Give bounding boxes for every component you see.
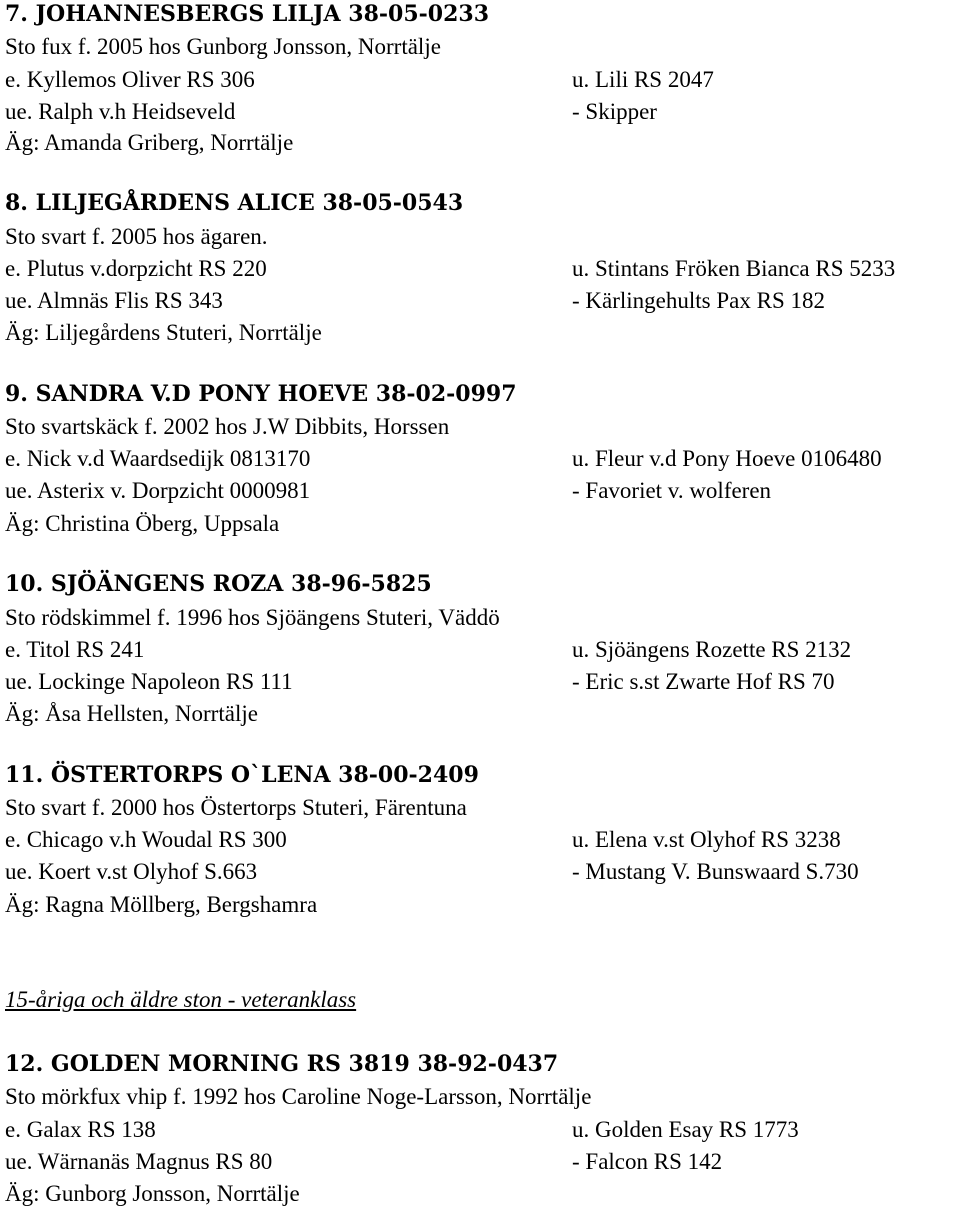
pedigree-row	[5, 1113, 799, 1147]
dam-dam: - Falcon RS 142	[572, 1149, 723, 1174]
section-heading: 15-åriga och äldre ston - veteranklass	[5, 987, 357, 1012]
owner: Äg: Amanda Griberg, Norrtälje	[5, 130, 294, 155]
dam-sire: ue. Asterix v. Dorpzicht 0000981	[5, 478, 311, 503]
owner: Äg: Christina Öberg, Uppsala	[5, 511, 280, 536]
pedigree-row	[5, 1145, 723, 1179]
sire: e. Chicago v.h Woudal RS 300	[5, 827, 287, 852]
entry-title: 7. JOHANNESBERGS LILJA 38-05-0233	[5, 1, 489, 27]
sire: e. Plutus v.dorpzicht RS 220	[5, 256, 267, 281]
dam: u. Golden Esay RS 1773	[572, 1117, 799, 1142]
entry-title: 12. GOLDEN MORNING RS 3819 38-92-0437	[5, 1051, 559, 1077]
dam: u. Stintans Fröken Bianca RS 5233	[572, 256, 896, 281]
sire: e. Nick v.d Waardsedijk 0813170	[5, 446, 311, 471]
dam-dam: - Mustang V. Bunswaard S.730	[572, 859, 859, 884]
pedigree-row	[5, 665, 835, 699]
pedigree-row	[5, 823, 841, 857]
pedigree-row	[5, 633, 852, 667]
dam: u. Elena v.st Olyhof RS 3238	[572, 827, 841, 852]
dam-dam: - Favoriet v. wolferen	[572, 478, 772, 503]
dam-dam: - Kärlingehults Pax RS 182	[572, 288, 825, 313]
sire: e. Galax RS 138	[5, 1117, 156, 1142]
sire: e. Titol RS 241	[5, 637, 145, 662]
pedigree-row	[5, 252, 896, 286]
entry-title: 9. SANDRA V.D PONY HOEVE 38-02-0997	[5, 381, 517, 407]
dam-sire: ue. Koert v.st Olyhof S.663	[5, 859, 258, 884]
entry-title: 10. SJÖÄNGENS ROZA 38-96-5825	[5, 571, 432, 597]
pedigree-row	[5, 474, 772, 508]
dam: u. Lili RS 2047	[572, 67, 714, 92]
entry-info: Sto svart f. 2000 hos Östertorps Stuteri, Färentuna	[5, 795, 467, 820]
dam-sire: ue. Almnäs Flis RS 343	[5, 288, 223, 313]
owner: Äg: Gunborg Jonsson, Norrtälje	[5, 1181, 300, 1206]
dam-dam: - Skipper	[572, 99, 657, 124]
sire: e. Kyllemos Oliver RS 306	[5, 67, 255, 92]
dam-sire: ue. Ralph v.h Heidseveld	[5, 99, 236, 124]
owner: Äg: Ragna Möllberg, Bergshamra	[5, 892, 318, 917]
pedigree-row	[5, 442, 882, 476]
entry-info: Sto svart f. 2005 hos ägaren.	[5, 224, 268, 249]
dam: u. Fleur v.d Pony Hoeve 0106480	[572, 446, 882, 471]
entry-info: Sto fux f. 2005 hos Gunborg Jonsson, Norrtälje	[5, 34, 441, 59]
pedigree-row	[5, 95, 657, 129]
dam-sire: ue. Lockinge Napoleon RS 111	[5, 669, 293, 694]
entry-info: Sto mörkfux vhip f. 1992 hos Caroline Noge-Larsson, Norrtälje	[5, 1084, 592, 1109]
pedigree-row	[5, 855, 859, 889]
dam: u. Sjöängens Rozette RS 2132	[572, 637, 852, 662]
pedigree-row	[5, 284, 825, 318]
dam-dam: - Eric s.st Zwarte Hof RS 70	[572, 669, 835, 694]
owner: Äg: Liljegårdens Stuteri, Norrtälje	[5, 320, 322, 345]
entry-info: Sto svartskäck f. 2002 hos J.W Dibbits, Horssen	[5, 414, 450, 439]
dam-sire: ue. Wärnanäs Magnus RS 80	[5, 1149, 273, 1174]
owner: Äg: Åsa Hellsten, Norrtälje	[5, 701, 258, 726]
pedigree-row	[5, 63, 714, 97]
entry-title: 11. ÖSTERTORPS O`LENA 38-00-2409	[5, 762, 479, 788]
entry-title: 8. LILJEGÅRDENS ALICE 38-05-0543	[5, 190, 464, 216]
entry-info: Sto rödskimmel f. 1996 hos Sjöängens Stuteri, Väddö	[5, 605, 500, 630]
